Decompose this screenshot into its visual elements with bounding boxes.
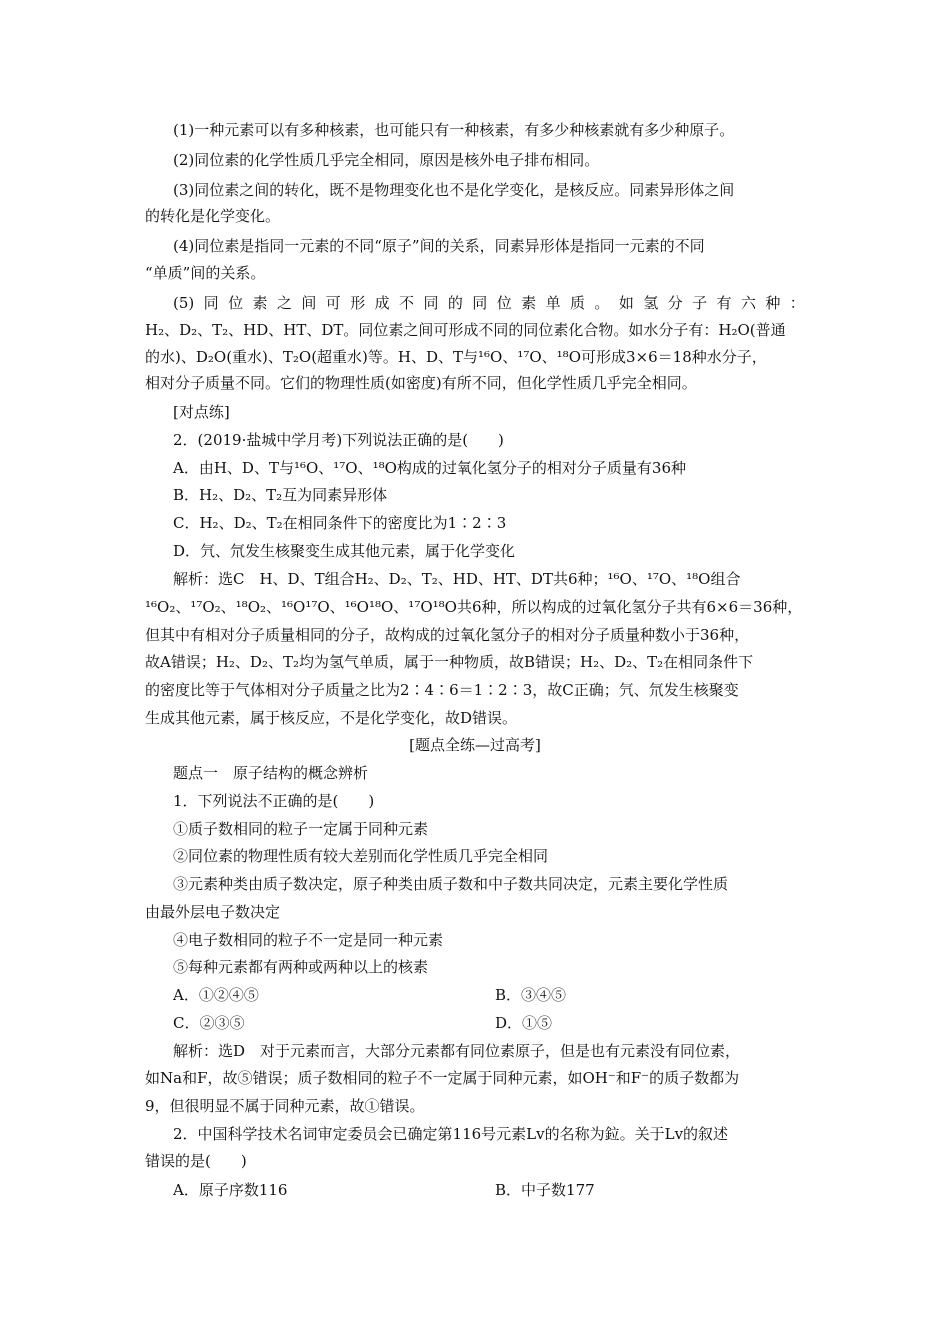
glyph: 同: [423, 294, 439, 312]
statement-1: ①质子数相同的粒子一定属于同种元素: [173, 820, 429, 838]
glyph: 种: [765, 294, 781, 312]
text-line: (2)同位素的化学性质几乎完全相同，原因是核外电子排布相同。: [173, 151, 600, 169]
glyph: 分: [667, 294, 683, 312]
section-label: [对点练]: [173, 403, 230, 421]
text-line: (3)同位素之间的转化，既不是物理变化也不是化学变化，是核反应。同素异形体之间: [173, 181, 735, 199]
option-b: B．③④⑤: [495, 986, 567, 1004]
option-c: C．②③⑤: [173, 1014, 245, 1032]
statement-2: ②同位素的物理性质有较大差别而化学性质几乎完全相同: [173, 847, 549, 865]
answer-text: ¹⁶O₂、¹⁷O₂、¹⁸O₂、¹⁶O¹⁷O、¹⁶O¹⁸O、¹⁷O¹⁸O共6种，所以构成的过氧化氢分子共有6×6＝36种，: [145, 598, 803, 616]
glyph: (5): [173, 294, 195, 312]
statement-3: ③元素种类由质子数决定，原子种类由质子数和中子数共同决定，元素主要化学性质: [173, 875, 729, 893]
glyph: 之: [276, 294, 292, 312]
question-stem: 2．中国科学技术名词审定委员会已确定第116号元素Lv的名称为鉝。关于Lv的叙述: [173, 1125, 729, 1143]
spread-text-line: [173, 293, 805, 313]
glyph: 形: [350, 294, 366, 312]
glyph: 位: [496, 294, 512, 312]
answer-text: 生成其他元素，属于核反应，不是化学变化，故D错误。: [145, 709, 518, 727]
answer-text: 故A错误；H₂、D₂、T₂均为氢气单质，属于一种物质，故B错误；H₂、D₂、T₂在相同条件下: [145, 653, 754, 671]
answer-text: 解析：选D 对于元素而言，大部分元素都有同位素原子，但是也有元素没有同位素，: [173, 1042, 741, 1060]
glyph: 质: [569, 294, 585, 312]
statement-4: ④电子数相同的粒子不一定是同一种元素: [173, 931, 444, 949]
glyph: 单: [545, 294, 561, 312]
text-line: “单质”间的关系。: [145, 264, 266, 282]
glyph: 六: [740, 294, 756, 312]
text-line: 的转化是化学变化。: [145, 207, 281, 225]
answer-text: 的密度比等于气体相对分子质量之比为2∶4∶6＝1∶2∶3，故C正确；氕、氘发生核聚变: [145, 681, 739, 699]
answer-text: 9，但很明显不属于同种元素，故①错误。: [145, 1097, 425, 1115]
glyph: 不: [399, 294, 415, 312]
statement-3-cont: 由最外层电子数决定: [145, 903, 281, 921]
glyph: 间: [301, 294, 317, 312]
answer-text: 解析：选C H、D、T组合H₂、D₂、T₂、HD、HT、DT共6种；¹⁶O、¹⁷O、¹⁸O组合: [173, 570, 741, 588]
topic-heading: 题点一 原子结构的概念辨析: [173, 764, 369, 782]
glyph: 如: [618, 294, 634, 312]
glyph: 同: [472, 294, 488, 312]
text-line: 的水)、D₂O(重水)、T₂O(超重水)等。H、D、T与¹⁶O、¹⁷O、¹⁸O可形成3×6＝18种水分子，: [145, 348, 767, 366]
glyph: 同: [203, 294, 219, 312]
text-line: (1)一种元素可以有多种核素，也可能只有一种核素，有多少种核素就有多少种原子。: [173, 121, 735, 139]
glyph: 有: [716, 294, 732, 312]
section-heading: [题点全练—过高考]: [409, 736, 541, 754]
glyph: 可: [325, 294, 341, 312]
question-stem-cont: 错误的是( ): [145, 1152, 247, 1170]
question-stem: 1．下列说法不正确的是( ): [173, 792, 375, 810]
option-a: A．原子序数116: [173, 1181, 288, 1199]
glyph: 。: [594, 294, 610, 312]
glyph: 成: [374, 294, 390, 312]
option-b: B．H₂、D₂、T₂互为同素异形体: [173, 486, 388, 504]
glyph: 素: [521, 294, 537, 312]
glyph: 位: [228, 294, 244, 312]
question-stem: 2．(2019·盐城中学月考)下列说法正确的是( ): [173, 431, 504, 449]
glyph: 子: [692, 294, 708, 312]
option-d: D．①⑤: [495, 1014, 553, 1032]
option-c: C．H₂、D₂、T₂在相同条件下的密度比为1∶2∶3: [173, 514, 507, 532]
answer-text: 如Na和F，故⑤错误；质子数相同的粒子不一定属于同种元素，如OH⁻和F⁻的质子数都为: [145, 1069, 740, 1087]
glyph: 的: [447, 294, 463, 312]
text-line: (4)同位素是指同一元素的不同“原子”间的关系，同素异形体是指同一元素的不同: [173, 237, 705, 255]
option-d: D．氕、氘发生核聚变生成其他元素，属于化学变化: [173, 542, 516, 560]
glyph: 素: [252, 294, 268, 312]
glyph: ：: [789, 294, 805, 312]
text-line: H₂、D₂、T₂、HD、HT、DT。同位素之间可形成不同的同位素化合物。如水分子有：H₂O(普通: [145, 321, 786, 339]
option-a: A．①②④⑤: [173, 986, 259, 1004]
text-line: 相对分子质量不同。它们的物理性质(如密度)有所不同，但化学性质几乎完全相同。: [145, 374, 697, 392]
option-a: A．由H、D、T与¹⁶O、¹⁷O、¹⁸O构成的过氧化氢分子的相对分子质量有36种: [173, 459, 687, 477]
statement-5: ⑤每种元素都有两种或两种以上的核素: [173, 958, 429, 976]
option-b: B．中子数177: [495, 1181, 595, 1199]
answer-text: 但其中有相对分子质量相同的分子，故构成的过氧化氢分子的相对分子质量种数小于36种，: [145, 626, 750, 644]
glyph: 氢: [643, 294, 659, 312]
